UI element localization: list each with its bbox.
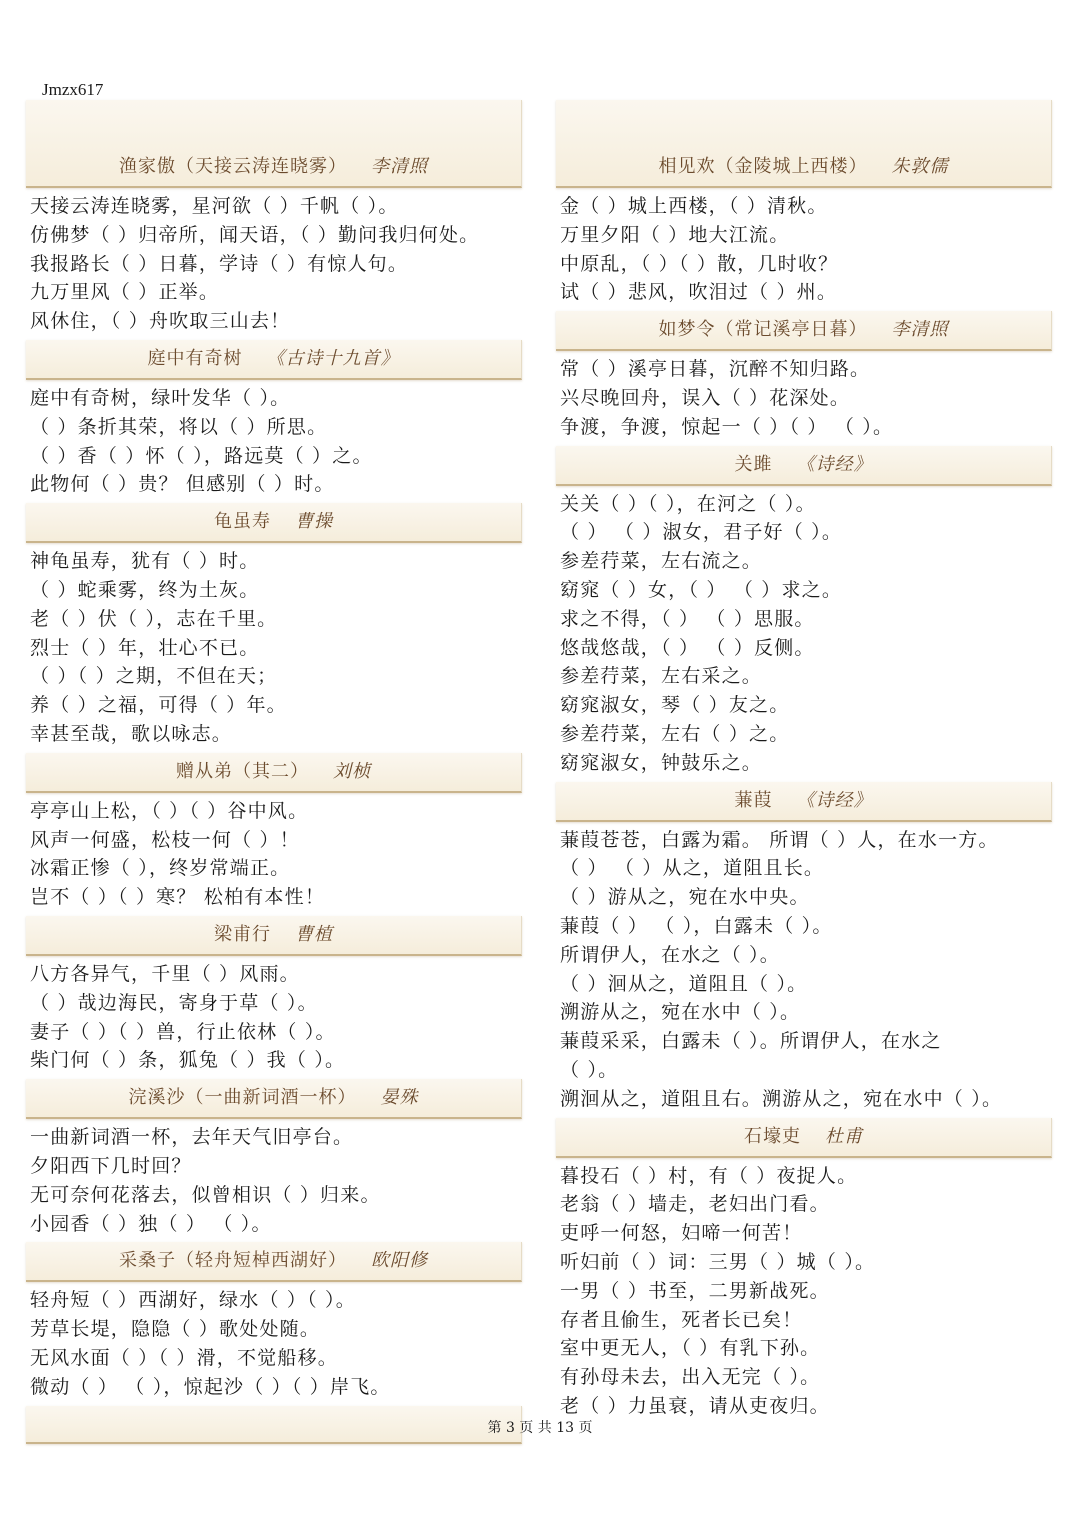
poem-line: 老（ ）力虽衰，请从吏夜归。 xyxy=(560,1394,830,1417)
poem-line: （ ）哉边海民，寄身于草（ ）。 xyxy=(30,991,318,1014)
poem-banner xyxy=(26,753,522,793)
poem-line: （ ）游从之，宛在水中央。 xyxy=(560,886,810,909)
poem-line: （ ）条折其荣，将以（ ）所思。 xyxy=(30,415,328,438)
poem-lines xyxy=(30,1123,524,1238)
poem-author: 曹植 xyxy=(295,923,333,945)
poem-line: 参差荇菜，左右流之。 xyxy=(560,550,763,573)
poem-line: 窈窕淑女，琴（ ）友之。 xyxy=(560,694,790,717)
poem-title-text: 渔家傲（天接云涛连晓雾） xyxy=(119,156,347,177)
poem-line: （ ） （ ）从之，道阻且长。 xyxy=(560,857,825,880)
poem-lines xyxy=(30,547,524,749)
poem-line: 蒹葭苍苍，白露为霜。 所谓（ ）人，在水一方。 xyxy=(560,828,999,851)
poem-title xyxy=(26,503,521,541)
poem-banner xyxy=(26,503,522,543)
poem-title-text: 石壕吏 xyxy=(744,1125,801,1147)
poem-line: 常（ ）溪亭日暮，沉醉不知归路。 xyxy=(560,358,871,381)
poem-title xyxy=(26,753,521,791)
poem-author: 《诗经》 xyxy=(796,789,873,811)
poem-line: 亭亭山上松，（ ）（ ）谷中风。 xyxy=(30,799,309,822)
poem-banner xyxy=(26,100,522,188)
poem-line: 老（ ）伏（ ），志在千里。 xyxy=(30,607,278,630)
poem-author: 李清照 xyxy=(891,319,949,341)
poem-line: 中原乱，（ ）（ ）散，几时收？ xyxy=(560,252,839,275)
poem-banner xyxy=(26,1079,522,1119)
poem-line: 室中更无人，（ ）有乳下孙。 xyxy=(560,1337,821,1360)
poem-line: 我报路长（ ）日暮，学诗（ ）有惊人句。 xyxy=(30,252,409,275)
page-number: 第 3 页 共 13 页 xyxy=(487,1420,593,1436)
poem-line: 所谓伊人，在水之（ ）。 xyxy=(560,943,780,966)
poem-author: 晏殊 xyxy=(380,1087,419,1109)
poem-line: 九万里风（ ）正举。 xyxy=(30,281,220,304)
poem-title xyxy=(556,311,1051,349)
poem-line: 参差荇菜，左右采之。 xyxy=(560,665,763,688)
poem-title xyxy=(556,446,1051,484)
poem-lines xyxy=(30,960,524,1075)
document-code: Jmzx617 xyxy=(42,80,104,99)
left-column xyxy=(26,100,524,1444)
poem-line: 一曲新词酒一杯，去年天气旧亭台。 xyxy=(30,1126,354,1149)
poem-lines xyxy=(30,384,524,499)
poem-lines xyxy=(30,192,524,336)
poem-author: 朱敦儒 xyxy=(891,156,949,177)
poem-title xyxy=(26,1079,521,1117)
poem-line: 窈窕（ ）女，（ ） （ ）求之。 xyxy=(560,578,843,601)
poem-line: 一男（ ）书至，二男新战死。 xyxy=(560,1279,830,1302)
poem-title-text: 浣溪沙（一曲新词酒一杯） xyxy=(128,1087,357,1109)
poem-line: 仿佛梦（ ）归帝所，闻天语，（ ）勤问我归何处。 xyxy=(30,223,480,246)
poem-lines xyxy=(560,490,1054,778)
poem-title-text: 龟虽寿 xyxy=(214,511,271,533)
poem-author: 《古诗十九首》 xyxy=(266,347,400,369)
poem-line: 天接云涛连晓雾，星河欲（ ）千帆（ ）。 xyxy=(30,195,399,217)
poem-line: 吏呼一何怒，妇啼一何苦！ xyxy=(560,1222,803,1245)
poem-line: 悠哉悠哉，（ ） （ ）反侧。 xyxy=(560,636,815,659)
poem-line: 有孙母未去，出入无完（ ）。 xyxy=(560,1366,821,1389)
poem-line: 风休住，（ ）舟吹取三山去！ xyxy=(30,310,291,333)
poem-line: （ ）蛇乘雾，终为土灰。 xyxy=(30,578,260,601)
poem-line: 试（ ）悲风，吹泪过（ ）州。 xyxy=(560,281,838,304)
poem-line: 此物何（ ）贵？ 但感别（ ）时。 xyxy=(30,473,335,496)
poem-title xyxy=(556,782,1051,820)
poem-author: 欧阳修 xyxy=(371,1250,428,1272)
poem-author: 曹操 xyxy=(295,511,333,533)
poem-line: 神龟虽寿，犹有（ ）时。 xyxy=(30,550,260,573)
poem-line: 金（ ）城上西楼，（ ）清秋。 xyxy=(560,195,828,217)
poem-banner xyxy=(556,311,1052,351)
poem-line: 暮投石（ ）村，有（ ）夜捉人。 xyxy=(560,1164,858,1187)
poem-banner xyxy=(556,1118,1052,1158)
poem-line: 溯洄从之，道阻且右。溯游从之，宛在水中（ ）。 xyxy=(560,1087,1003,1110)
poem-line: 无风水面（ ）（ ）滑，不觉船移。 xyxy=(30,1346,338,1369)
poem-author: 杜甫 xyxy=(825,1125,863,1147)
poem-lines xyxy=(560,192,1054,307)
poem-line: （ ）。 xyxy=(560,1058,619,1081)
poem-title xyxy=(26,148,521,186)
poem-line: 窈窕淑女，钟鼓乐之。 xyxy=(560,751,763,774)
poem-line: （ ）（ ）之期，不但在天； xyxy=(30,665,278,688)
poem-line: 小园香（ ）独（ ） （ ）。 xyxy=(30,1212,272,1235)
poem-title-text: 如梦令（常记溪亭日暮） xyxy=(658,319,868,341)
poem-title xyxy=(26,340,521,378)
poem-line: 溯游从之，宛在水中（ ）。 xyxy=(560,1001,801,1024)
poem-title-text: 采桑子（轻舟短棹西湖好） xyxy=(119,1250,347,1272)
poem-line: 夕阳西下几时回？ xyxy=(30,1154,192,1177)
poem-line: 幸甚至哉，歌以咏志。 xyxy=(30,722,233,745)
poem-author: 《诗经》 xyxy=(796,453,873,475)
poem-title-text: 梁甫行 xyxy=(214,923,271,945)
poem-line: 微动（ ） （ ），惊起沙（ ）（ ）岸飞。 xyxy=(30,1375,391,1398)
poem-lines xyxy=(30,797,524,912)
poem-banner xyxy=(26,1242,522,1282)
poem-line: 参差荇菜，左右（ ）之。 xyxy=(560,722,790,745)
poem-line: 芳草长堤，隐隐（ ）歌处处随。 xyxy=(30,1318,321,1341)
poem-author: 刘桢 xyxy=(333,760,371,782)
poem-banner xyxy=(26,340,522,380)
poem-lines xyxy=(560,826,1054,1114)
poem-line: 关关（ ）（ ），在河之（ ）。 xyxy=(560,492,816,515)
poem-line: 岂不（ ）（ ）寒？ 松柏有本性！ xyxy=(30,886,326,909)
poem-line: （ ）洄从之，道阻且（ ）。 xyxy=(560,972,808,995)
poem-title-text: 相见欢（金陵城上西楼） xyxy=(658,156,868,177)
poem-line: 轻舟短（ ）西湖好，绿水（ ）（ ）。 xyxy=(30,1289,356,1312)
poem-line: 八方各异气，千里（ ）风雨。 xyxy=(30,962,300,985)
poem-line: 柴门何（ ）条，狐兔（ ）我（ ）。 xyxy=(30,1049,346,1072)
poem-banner xyxy=(556,446,1052,486)
poem-line: 老翁（ ）墙走，老妇出门看。 xyxy=(560,1193,830,1216)
poem-line: 无可奈何花落去，似曾相识（ ）归来。 xyxy=(30,1183,381,1206)
poem-title xyxy=(26,1242,521,1280)
poem-line: 蒹葭（ ） （ ），白露未（ ）。 xyxy=(560,914,833,937)
poem-line: （ ）香（ ）怀（ ），路远莫（ ）之。 xyxy=(30,444,373,467)
poem-line: 存者且偷生，死者长已矣！ xyxy=(560,1308,803,1331)
poem-line: 烈士（ ）年，壮心不已。 xyxy=(30,636,260,659)
poem-line: （ ） （ ）淑女，君子好（ ）。 xyxy=(560,521,843,544)
poem-title xyxy=(556,148,1051,186)
poem-title-text: 蒹葭 xyxy=(734,789,773,811)
poem-title xyxy=(556,1118,1051,1156)
poem-title-text: 庭中有奇树 xyxy=(147,347,243,369)
poem-banner xyxy=(556,782,1052,822)
poem-line: 万里夕阳（ ）地大江流。 xyxy=(560,223,790,246)
poem-title xyxy=(26,916,521,954)
poem-line: 养（ ）之福，可得（ ）年。 xyxy=(30,694,287,717)
poem-line: 庭中有奇树，绿叶发华（ ）。 xyxy=(30,386,291,409)
poem-line: 争渡，争渡，惊起一（ ）（ ） （ ）。 xyxy=(560,415,894,438)
poem-banner xyxy=(26,916,522,956)
poem-lines xyxy=(30,1286,524,1401)
poem-line: 听妇前（ ）词：三男（ ）城（ ）。 xyxy=(560,1250,876,1273)
poem-line: 妻子（ ）（ ）兽，行止依林（ ）。 xyxy=(30,1020,336,1043)
poem-title-text: 赠从弟（其二） xyxy=(176,760,309,782)
poem-line: 蒹葭采采，白露未（ ）。所谓伊人，在水之 xyxy=(560,1030,942,1053)
poem-line: 求之不得，（ ） （ ）思服。 xyxy=(560,607,815,630)
poem-lines xyxy=(560,1162,1054,1421)
poem-author: 李清照 xyxy=(371,156,428,177)
poem-banner xyxy=(556,100,1052,188)
poem-line: 冰霜正惨（ ），终岁常端正。 xyxy=(30,857,291,880)
poem-title-text: 关雎 xyxy=(734,453,773,475)
poem-line: 风声一何盛，松枝一何（ ）！ xyxy=(30,828,300,851)
right-column xyxy=(556,100,1054,1425)
poem-line: 兴尽晚回舟，误入（ ）花深处。 xyxy=(560,386,851,409)
poem-lines xyxy=(560,355,1054,441)
